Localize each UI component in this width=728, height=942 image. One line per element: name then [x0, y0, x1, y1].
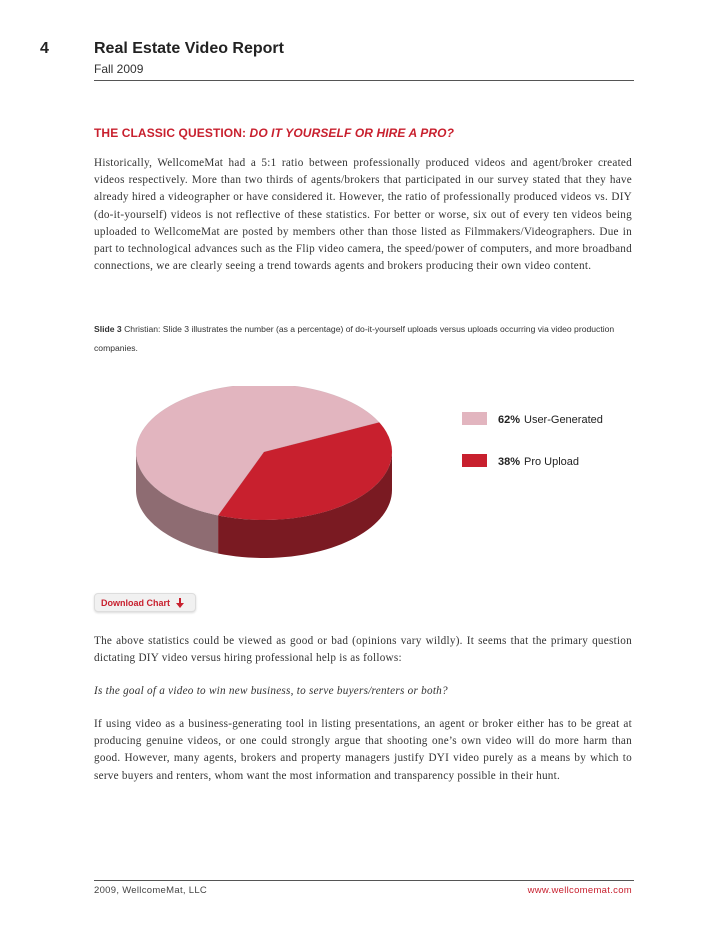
legend-label-user-generated: User-Generated	[524, 414, 603, 426]
page-number: 4	[40, 40, 49, 57]
legend-percent-user-generated: 62%	[498, 414, 521, 426]
legend-swatch-pro-upload	[462, 454, 487, 467]
pie-group	[136, 386, 392, 558]
download-arrow-icon	[176, 598, 184, 608]
download-chart-label: Download Chart	[101, 597, 170, 608]
legend-percent-pro-upload: 38%	[498, 456, 521, 468]
section-heading	[94, 126, 454, 140]
pie-chart	[112, 386, 612, 576]
slide-caption-label: Slide 3	[94, 324, 122, 334]
paragraph-statistics: The above statistics could be viewed as good or bad (opinions vary wildly). It seems that the primary question dictating DIY video versus hiring professional help is as follows:	[94, 635, 632, 665]
report-title: Real Estate Video Report	[94, 40, 284, 57]
header-divider	[94, 80, 634, 81]
footer-copyright: 2009, WellcomeMat, LLC	[94, 885, 208, 896]
legend-label-pro-upload: Pro Upload	[524, 456, 580, 468]
section-heading-prefix: THE CLASSIC QUESTION:	[94, 126, 247, 140]
slide-caption-text: Christian: Slide 3 illustrates the number (as a percentage) of do-it-yourself uploads versus uploads occurring via video production companies.	[94, 324, 615, 353]
footer-divider	[94, 880, 634, 881]
slide-caption	[94, 320, 634, 358]
chart-legend	[462, 412, 603, 468]
paragraph-question: Is the goal of a video to win new business, to serve buyers/renters or both?	[94, 685, 448, 697]
footer-website-link[interactable]: www.wellcomemat.com	[527, 885, 632, 896]
paragraph-intro: Historically, WellcomeMat had a 5:1 ratio between professionally produced videos and agent/broker created videos respectively. More than two thirds of agents/brokers that participated in our survey stated that they have already hired a videographer or have considered it. However, the ratio of professionally produced videos vs. DIY (do-it-yourself) videos is not reflective of these statistics. For better or worse, six out of every ten videos being uploaded to WellcomeMat are posted by members other than those listed as Filmmakers/Videographers. Due in part to technological advances such as the Flip video camera, the speed/power of computers, and more broadband connections, we are clearly seeing a trend towards agents and brokers producing their own video content.	[94, 157, 632, 273]
paragraph-conclusion: If using video as a business-generating tool in listing presentations, an agent or broker either has to be great at producing genuine videos, or one could strongly argue that shooting one’s own video will do more harm than good. However, many agents, brokers and property managers justify DYI video purely as a means by which to serve buyers and renters, whom want the most information and transparency possible in their hunt.	[94, 718, 632, 782]
legend-swatch-user-generated	[462, 412, 487, 425]
report-subtitle: Fall 2009	[94, 62, 144, 76]
download-chart-button[interactable]	[94, 593, 196, 612]
section-heading-emphasis: DO IT YOURSELF OR HIRE A PRO?	[249, 126, 455, 140]
